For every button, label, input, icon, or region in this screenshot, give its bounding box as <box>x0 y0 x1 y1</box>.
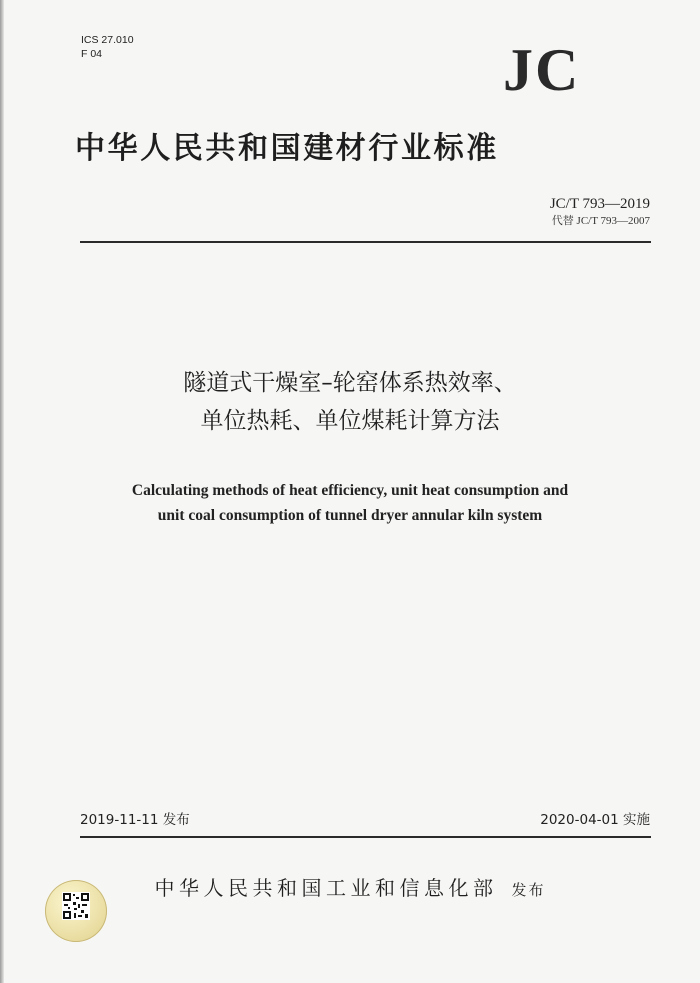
ccs-code: F 04 <box>81 48 103 60</box>
issue-date: 2019-11-11 发布 <box>80 812 190 828</box>
jc-logo: JC <box>503 37 581 103</box>
bottom-divider <box>80 836 651 838</box>
chinese-title <box>0 364 700 440</box>
english-title <box>0 478 700 528</box>
top-divider <box>80 241 651 243</box>
publisher-line <box>0 872 700 901</box>
english-title-line-2: unit coal consumption of tunnel dryer annular kiln system <box>157 507 543 524</box>
replaces-note: 代替 JC/T 793—2007 <box>551 215 650 227</box>
publisher-action: 发布 <box>511 881 546 899</box>
classification-codes <box>81 33 134 61</box>
english-title-line-1: Calculating methods of heat efficiency, unit heat consumption and <box>131 482 569 499</box>
publisher-organization: 中华人民共和国工业和信息化部 <box>154 876 498 900</box>
ics-code: ICS 27.010 <box>81 34 134 46</box>
chinese-title-line-1: 隧道式干燥室–轮窑体系热效率、 <box>183 370 517 396</box>
standard-code-block <box>550 195 650 229</box>
chinese-title-line-2: 单位热耗、单位煤耗计算方法 <box>200 408 500 434</box>
standard-number: JC/T 793—2019 <box>549 196 650 212</box>
implementation-date: 2020-04-01 实施 <box>540 812 650 828</box>
standard-category: 中华人民共和国建材行业标准 <box>75 131 499 166</box>
